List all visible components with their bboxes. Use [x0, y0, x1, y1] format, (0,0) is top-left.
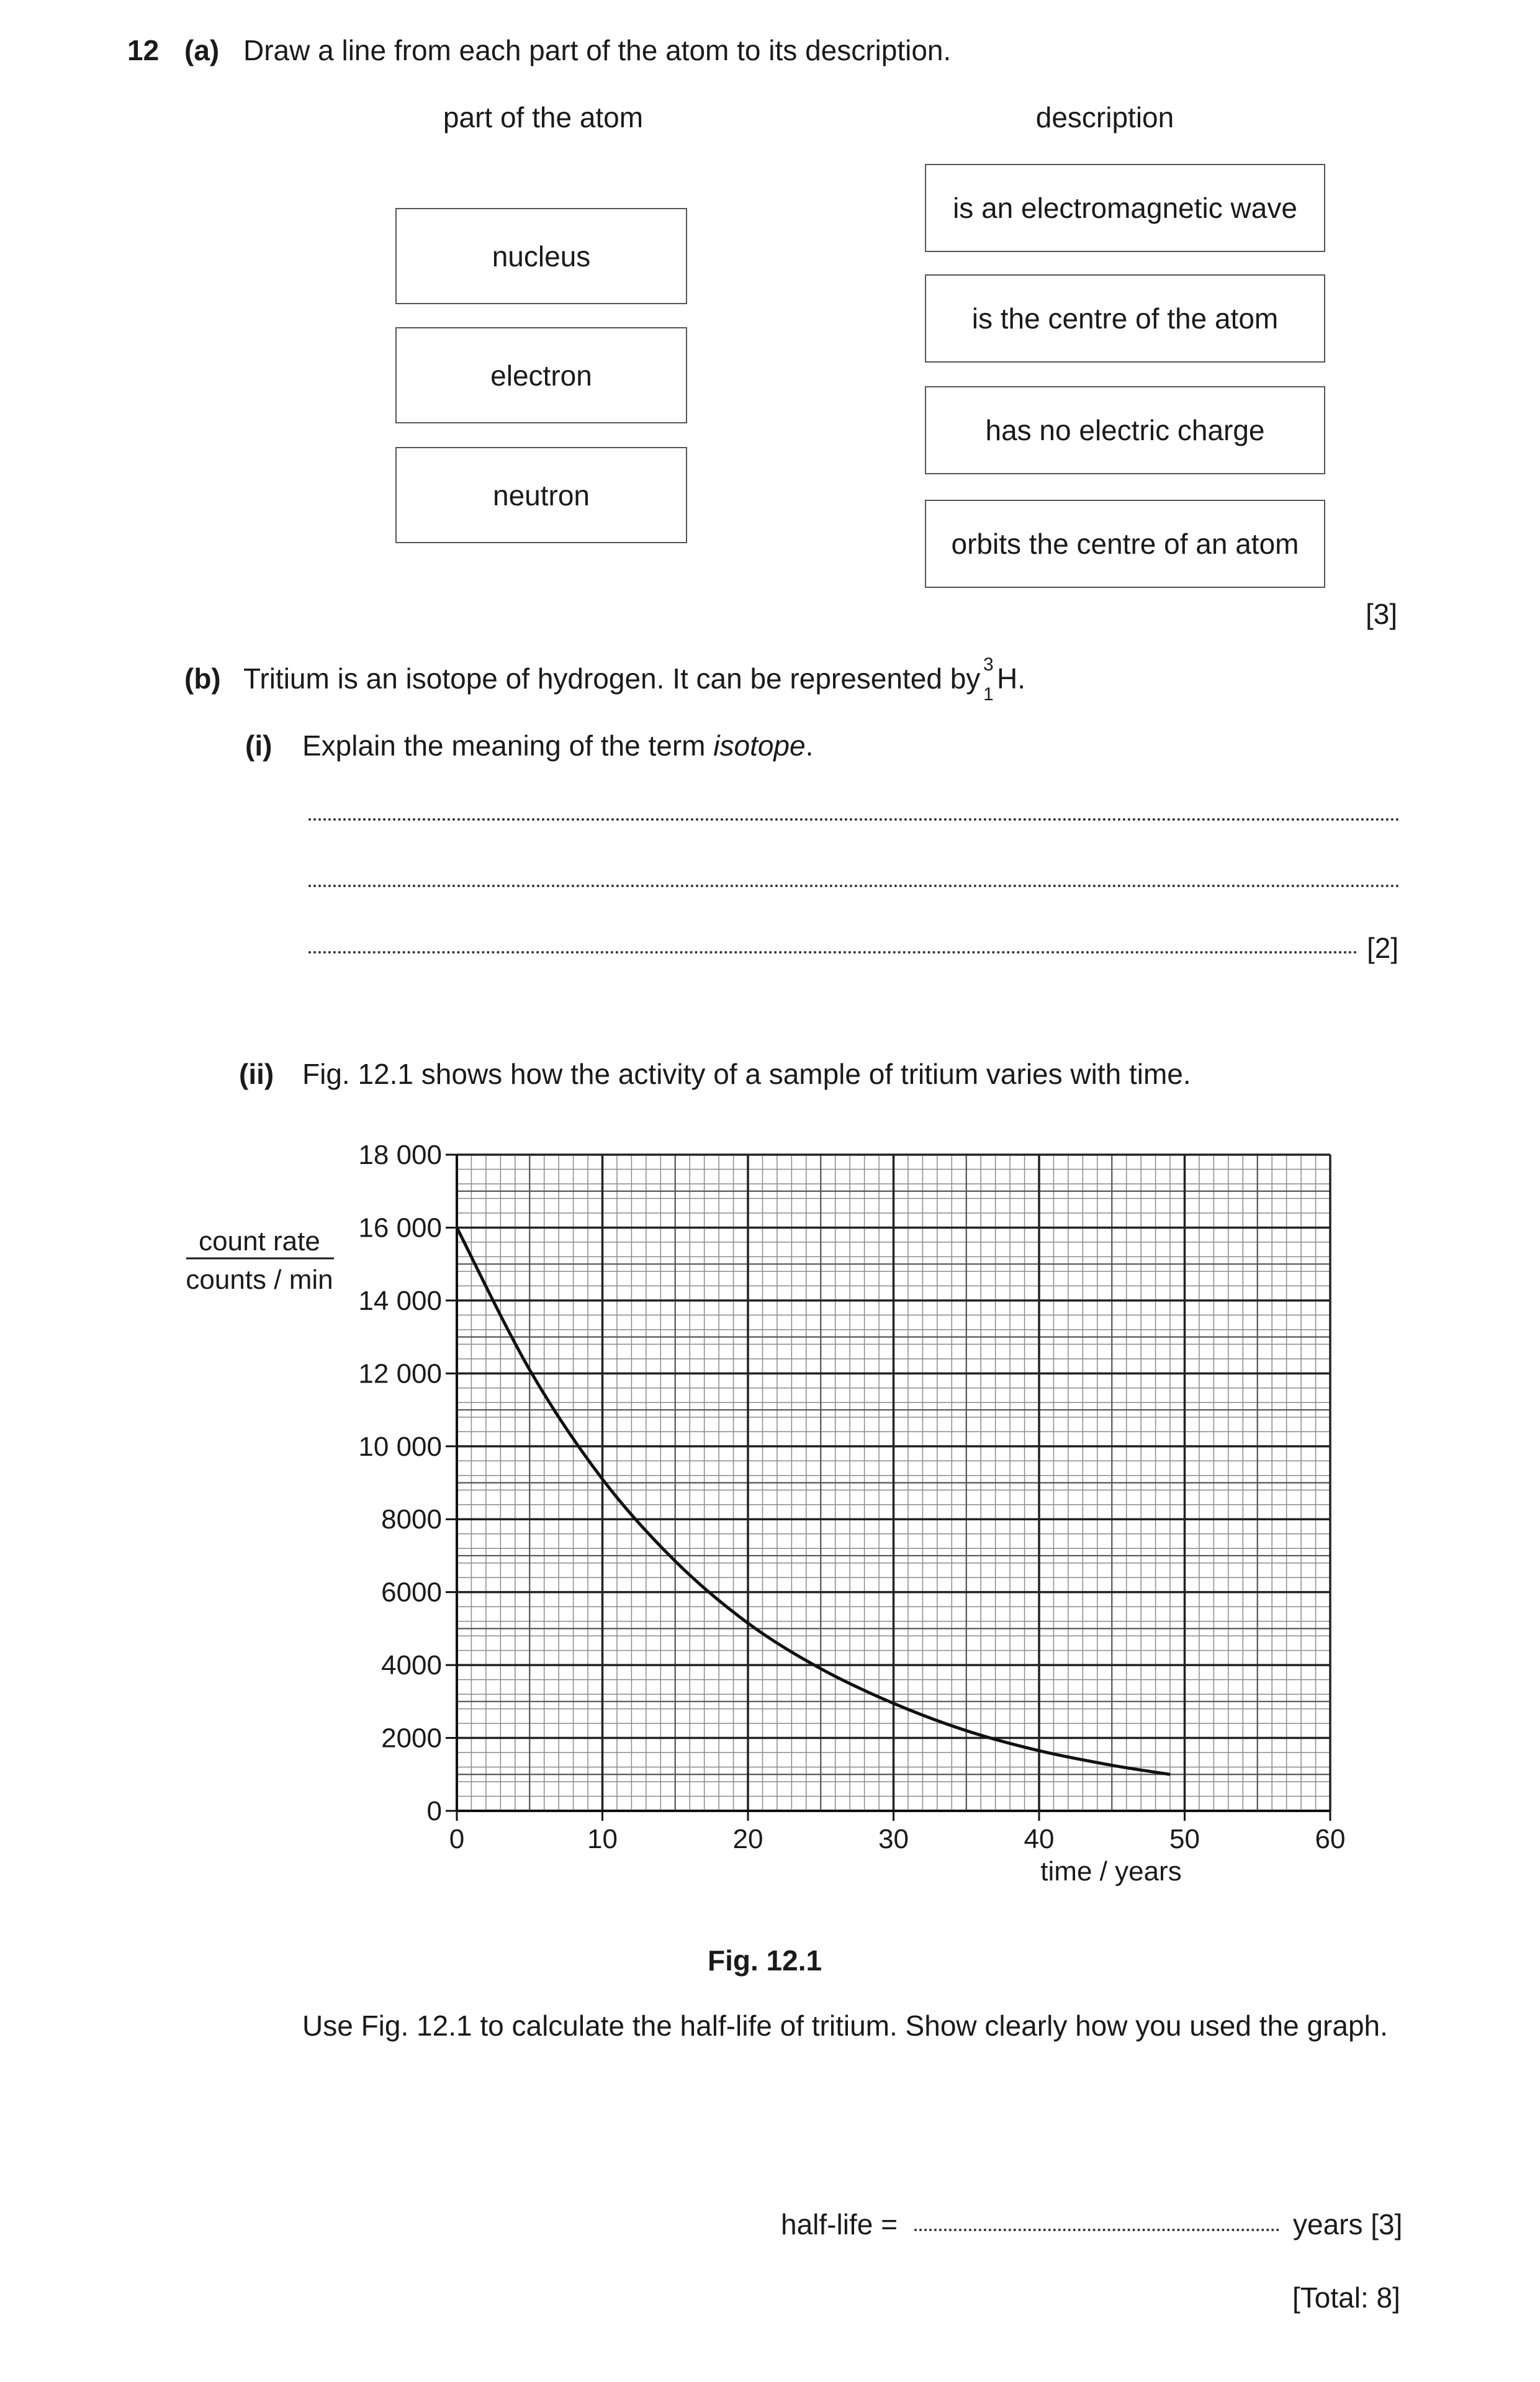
- part-b-ii-label: (ii): [239, 1058, 274, 1090]
- x-tick-label: 30: [878, 1824, 909, 1854]
- part-b-ii-text: Fig. 12.1 shows how the activity of a sample of tritium varies with time.: [302, 1058, 1191, 1090]
- part-b-i-text: Explain the meaning of the term isotope.: [302, 729, 814, 762]
- part-box-electron[interactable]: [395, 327, 687, 423]
- y-tick-label: 10 000: [358, 1431, 442, 1462]
- part-label: neutron: [492, 479, 590, 512]
- part-b-i-label: (i): [245, 729, 272, 762]
- part-b-label: (b): [184, 662, 221, 695]
- part-box-nucleus[interactable]: [395, 208, 687, 304]
- y-tick-label: 8000: [381, 1504, 442, 1535]
- x-tick-label: 60: [1315, 1824, 1346, 1854]
- y-axis-label-bottom: counts / min: [186, 1265, 333, 1295]
- y-axis-label-top: count rate: [199, 1226, 320, 1256]
- y-tick-label: 4000: [381, 1650, 442, 1681]
- nuclide-atomic-number: 1: [983, 684, 994, 705]
- part-label: electron: [490, 359, 592, 392]
- nuclide-symbol: H.: [997, 662, 1026, 695]
- half-life-instruction: Use Fig. 12.1 to calculate the half-life of tritium. Show clearly how you used the graph.: [302, 2010, 1388, 2042]
- y-tick-label: 14 000: [358, 1285, 442, 1316]
- figure-caption: Fig. 12.1: [708, 1944, 822, 1977]
- part-a-marks: [3]: [1366, 598, 1398, 630]
- question-number: 12: [127, 34, 160, 66]
- half-life-unit: years [3]: [1293, 2208, 1403, 2240]
- part-box-neutron[interactable]: [395, 447, 687, 543]
- description-box-orbits[interactable]: [925, 500, 1325, 588]
- x-tick-label: 40: [1024, 1824, 1055, 1854]
- y-tick-label: 16 000: [358, 1212, 442, 1243]
- description-box-wave[interactable]: [925, 164, 1325, 252]
- nuclide-mass-number: 3: [983, 654, 994, 675]
- description-label: is an electromagnetic wave: [953, 192, 1297, 224]
- y-tick-label: 2000: [381, 1723, 442, 1754]
- description-label: has no electric charge: [985, 414, 1265, 446]
- description-box-centre[interactable]: [925, 274, 1325, 363]
- left-column-header: part of the atom: [443, 101, 644, 133]
- part-a-label: (a): [184, 34, 220, 66]
- decay-curve: [457, 1227, 1170, 1774]
- x-tick-label: 0: [449, 1824, 465, 1854]
- description-label: is the centre of the atom: [971, 302, 1279, 335]
- half-life-answer-field[interactable]: [914, 2229, 1279, 2231]
- x-tick-label: 50: [1169, 1824, 1200, 1854]
- y-tick-label: 0: [426, 1796, 442, 1826]
- description-box-charge[interactable]: [925, 386, 1325, 474]
- y-tick-label: 18 000: [358, 1140, 442, 1170]
- answer-line-3[interactable]: [308, 951, 1358, 954]
- right-column-header: description: [1035, 101, 1174, 133]
- description-label: orbits the centre of an atom: [951, 528, 1299, 560]
- x-axis-label: time / years: [1040, 1856, 1182, 1887]
- answer-line-2[interactable]: [308, 885, 1400, 887]
- total-marks: [Total: 8]: [1292, 2281, 1400, 2314]
- half-life-label: half-life =: [781, 2208, 898, 2240]
- answer-line-1[interactable]: [308, 818, 1400, 821]
- part-b-i-marks: [2]: [1367, 932, 1399, 964]
- part-a-instruction: Draw a line from each part of the atom to its description.: [243, 34, 952, 66]
- tick-labels: [358, 1140, 1345, 1854]
- decay-graph: [0, 1105, 1540, 1977]
- x-tick-label: 10: [587, 1824, 618, 1854]
- x-tick-label: 20: [732, 1824, 763, 1854]
- y-tick-label: 12 000: [358, 1358, 442, 1389]
- y-tick-label: 6000: [381, 1577, 442, 1608]
- part-label: nucleus: [492, 240, 591, 273]
- part-b-text: Tritium is an isotope of hydrogen. It can be represented by: [243, 662, 981, 695]
